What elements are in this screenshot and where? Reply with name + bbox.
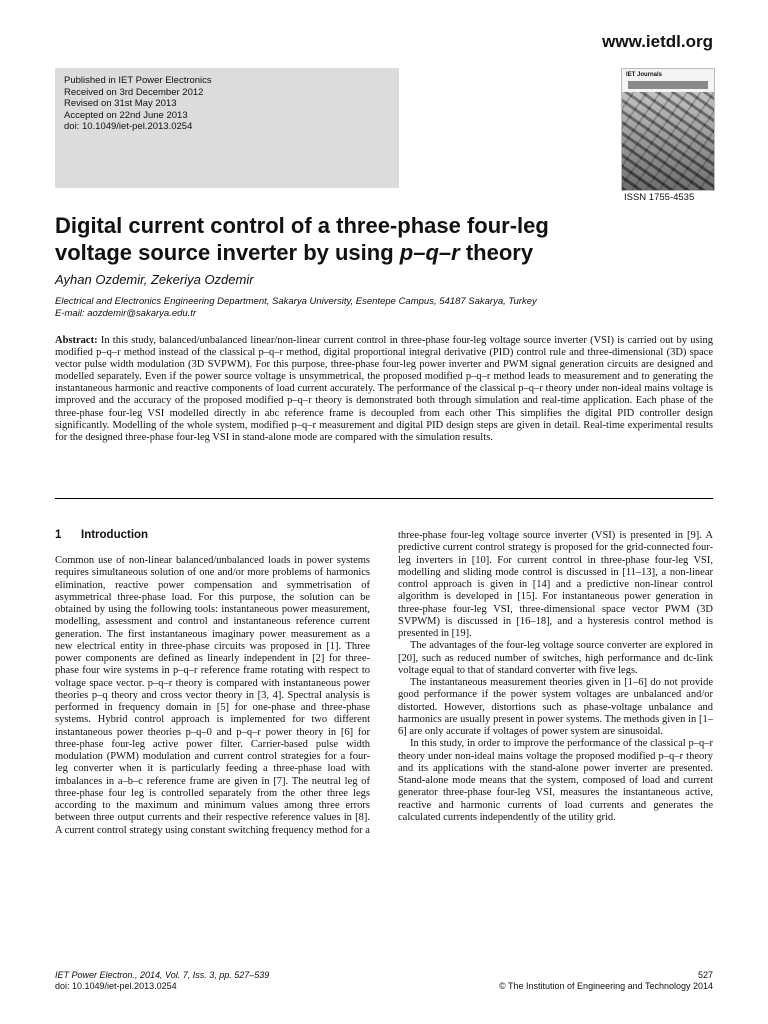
affiliation-block	[55, 296, 715, 320]
section-heading	[55, 529, 148, 541]
body-left-column: Common use of non-linear balanced/unbalanced loads in power systems requires simultaneous solution of one and/or more problems of harmonics elimination, reactive power compensation and symmetrisation of asymmetrical three-phase load. For this purpose, the solution can be obtained by using the following tools: instantaneous power measurement, modelling, assessment and control and instantaneous reference current generation. The first instantaneous imaginary power measurement as a new electrical entity in three-phase circuits was proposed in [1]. Three power components are defined as linearly independent in [2] for three-phase four wire systems in p–q–r reference frame rotating with respect to voltage space vector. p–q–r theory is compared with instantaneous power theories p–q theory and cross vector theory in [3, 4]. Spectral analysis is performed in frequency domain in [5] for one-phase and three-phase systems. Hybrid control approach is implemented for two different instantaneous power theories p–q–0 and p–q–r power theory in [6] for three-phase four-leg active power filter. Carrier-based pulse width modulation (PWM) modulation and current control strategies for a four-leg converter when it is particularly feeding a three-phase load with imbalances in a–b–c reference frame are given in [7]. The neutral leg of three-phase four leg is controlled separately from the other three legs according to the maximum and minimum values among three errors between three output currents and their respective reference values in [8]. A current control strategy using constant switching frequency method for a	[55, 555, 370, 836]
revised-date: Revised on 31st May 2013	[64, 98, 177, 109]
cover-title-bar	[628, 81, 708, 89]
publication-info	[64, 75, 212, 133]
page-number: 527	[697, 970, 713, 980]
body-paragraph: In this study, in order to improve the performance of the classical p–q–r theory under non-ideal mains voltage the proposed modified p–q–r theory and its applications with the stand-alone power inverter are presented. Stand-alone mode means that the system, composed of load and current generator three-phase four-leg VSI, measures the instantaneous active, reactive and harmonic currents of load currents and generates the calculated currents independently of the utility grid.	[398, 738, 713, 823]
accepted-date: Accepted on 22nd June 2013	[64, 109, 188, 121]
section-number: 1	[55, 529, 62, 541]
footer-citation: IET Power Electron., 2014, Vol. 7, Iss. 3, pp. 527–539	[55, 970, 270, 980]
doi-header: doi: 10.1049/iet-pel.2013.0254	[64, 121, 193, 132]
body-paragraph: The advantages of the four-leg voltage source converter are explored in [20], such as reduced number of switches, high performance and dc-link voltage equal to that of standard converter with five legs.	[398, 640, 713, 676]
cover-label: IET Journals	[626, 72, 663, 78]
body-paragraph: The instantaneous measurement theories given in [1–6] do not provide good performance if the power system voltages are unbalanced and/or distorted. However, distortions such as phase-voltage unbalance and harmonics are usually present in power systems. The methods given in [1–6] are only accurate if voltages of power system are sinusoidal.	[398, 677, 713, 737]
authors: Ayhan Ozdemir, Zekeriya Ozdemir	[55, 272, 254, 287]
title-line-1: Digital current control of a three-phase four-leg	[55, 213, 549, 238]
footer-right-block	[499, 970, 713, 992]
footer-doi: doi: 10.1049/iet-pel.2013.0254	[55, 981, 177, 991]
journal-site-url[interactable]: www.ietdl.org	[602, 32, 713, 51]
published-in: Published in IET Power Electronics	[64, 75, 212, 86]
title-line-2-italic: p–q–r	[399, 240, 460, 265]
body-right-column	[398, 530, 713, 824]
copyright: © The Institution of Engineering and Technology 2014	[499, 981, 713, 991]
abstract-label: Abstract:	[55, 335, 98, 346]
email: E-mail: aozdemir@sakarya.edu.tr	[55, 308, 197, 319]
abstract-divider	[55, 498, 713, 499]
cover-photo	[622, 92, 714, 190]
abstract	[55, 335, 713, 444]
journal-cover-image	[621, 68, 715, 191]
body-paragraph: three-phase four-leg voltage source inverter (VSI) is presented in [9]. A predictive current control strategy is proposed for the grid-connected four-leg inverters in [10]. For current control in three-phase four-leg VSI, modelling and sliding mode control is discussed in [11–13], a non-linear control approach is given in [14] and a predictive non-linear control algorithm is developed in [15]. For instantaneous power generation in three-phase four-leg VSI, three-dimensional space vector PWM (3D SVPWM) is discussed in [16–18], and a hysteresis control method is presented in [19].	[398, 530, 713, 639]
footer-citation-block	[55, 970, 269, 992]
abstract-text: In this study, balanced/unbalanced linear/non-linear current control in three-phase four-leg voltage source inverter (VSI) is carried out by using modified p–q–r method instead of the classical p–q–r method, digital proportional integral derivative (PID) control rule and three-dimensional (3D) space vector pulse width modulation (3D SVPWM). For this purpose, three-phase four-leg power inverter and PWM signal generation circuits are designed and modelled separately. Even if the power source voltage is unsymmetrical, the proposed modified p–q–r method leads to measurement and to generating the instantaneous harmonic and reactive components of load current accurately. The performance of the classical p–q–r theory under non-ideal mains voltage is improved and the accuracy of the proposed modified p–q–r theory is demonstrated both through simulation and real-time application. Each phase of the three-phase four-leg VSI modelled directly in abc reference frame is decoupled from each other This simplifies the digital PID controller design significantly. Modelling of the whole system, modified p–q–r measurement and digital PID design steps are given in detail. Real-time experimental results for the designed three-phase four-leg VSI in stand-alone mode are compared with the simulation results.	[55, 335, 714, 443]
issn: ISSN 1755-4535	[624, 192, 695, 203]
received-date: Received on 3rd December 2012	[64, 86, 204, 98]
section-title: Introduction	[81, 529, 149, 541]
title-line-2-prefix: voltage source inverter by using	[55, 240, 400, 265]
affiliation: Electrical and Electronics Engineering Department, Sakarya University, Esentepe Campus, 54187 Sakarya, Turkey	[55, 296, 537, 307]
title-line-2-suffix: theory	[459, 240, 534, 265]
paper-title	[55, 212, 715, 266]
